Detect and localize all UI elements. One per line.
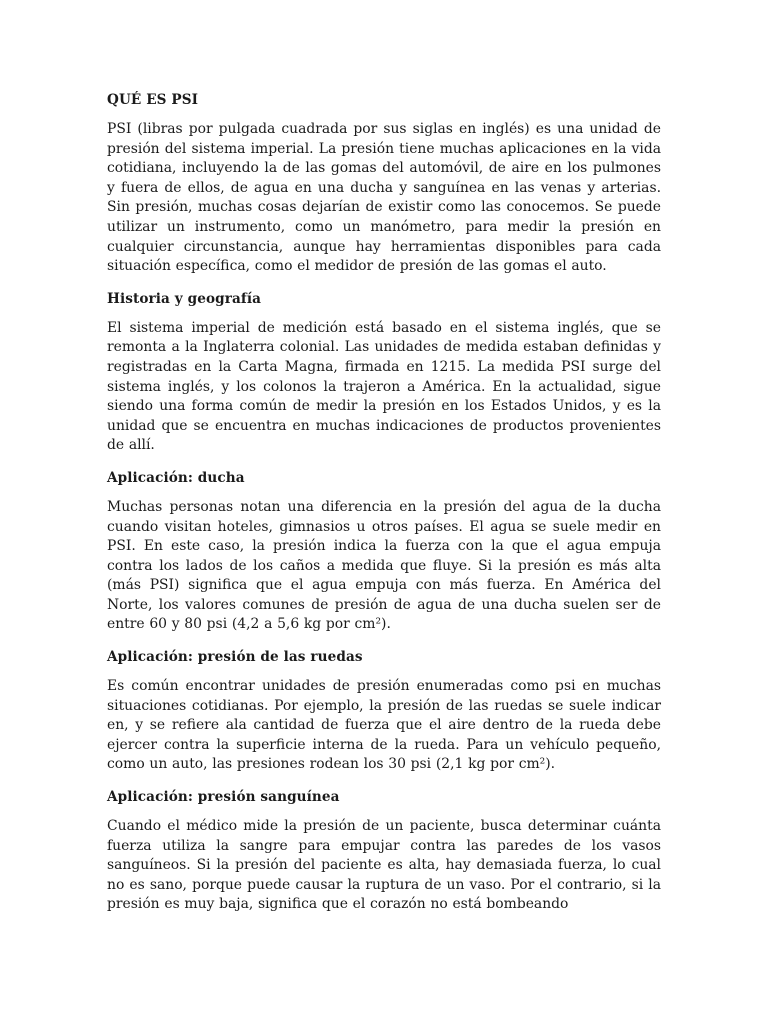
document-page [107, 90, 661, 927]
paragraph-ruedas: Es común encontrar unidades de presión enumeradas como psi en muchas situaciones cotidianas. Por ejemplo, la presión de las ruedas se suele indicar en, y se refiere ala cantidad de fuerza que el aire dentro de la rueda debe ejercer contra la superficie interna de la rueda. Para un vehículo pequeño, como un auto, las presiones rodean los 30 psi (2,1 kg por cm²). [107, 678, 661, 773]
paragraph-sanguinea: Cuando el médico mide la presión de un paciente, busca determinar cuánta fuerza utiliza la sangre para empujar contra las paredes de los vasos sanguíneos. Si la presión del paciente es alta, hay demasiada fuerza, lo cual no es sano, porque puede causar la ruptura de un vaso. Por el contrario, si la presión es muy baja, significa que el corazón no está bombeando [107, 818, 661, 913]
paragraph-historia: El sistema imperial de medición está basado en el sistema inglés, que se remonta a la Inglaterra colonial. Las unidades de medida estaban definidas y registradas en la Carta Magna, firmada en 1215. La medida PSI surge del sistema inglés, y los colonos la trajeron a América. En la actualidad, sigue siendo una forma común de medir la presión en los Estados Unidos, y es la unidad que se encuentra en muchas indicaciones de productos provenientes de allí. [107, 319, 661, 454]
paragraph-ducha: Muchas personas notan una diferencia en la presión del agua de la ducha cuando visitan hoteles, gimnasios u otros países. El agua se suele medir en PSI. En este caso, la presión indica la fuerza con la que el agua empuja contra los lados de los caños a medida que fluye. Si la presión es más alta (más PSI) significa que el agua empuja con más fuerza. En América del Norte, los valores comunes de presión de agua de una ducha suelen ser de entre 60 y 80 psi (4,2 a 5,6 kg por cm²). [107, 498, 661, 633]
paragraph-que-es-psi: PSI (libras por pulgada cuadrada por sus siglas en inglés) es una unidad de presión del sistema imperial. La presión tiene muchas aplicaciones en la vida cotidiana, incluyendo la de las gomas del automóvil, de aire en los pulmones y fuera de ellos, de agua en una ducha y sanguínea en las venas y arterias. Sin presión, muchas cosas dejarían de existir como las conocemos. Se puede utilizar un instrumento, como un manómetro, para medir la presión en cualquier circunstancia, aunque hay herramientas disponibles para cada situación específica, como el medidor de presión de las gomas el auto. [107, 121, 661, 275]
section-heading-ruedas: Aplicación: presión de las ruedas [107, 649, 363, 666]
section-heading-ducha: Aplicación: ducha [107, 469, 245, 486]
section-heading-que-es-psi: QUÉ ES PSI [107, 92, 199, 108]
section-heading-historia: Historia y geografía [107, 290, 262, 307]
section-heading-sanguinea: Aplicación: presión sanguínea [107, 789, 340, 806]
